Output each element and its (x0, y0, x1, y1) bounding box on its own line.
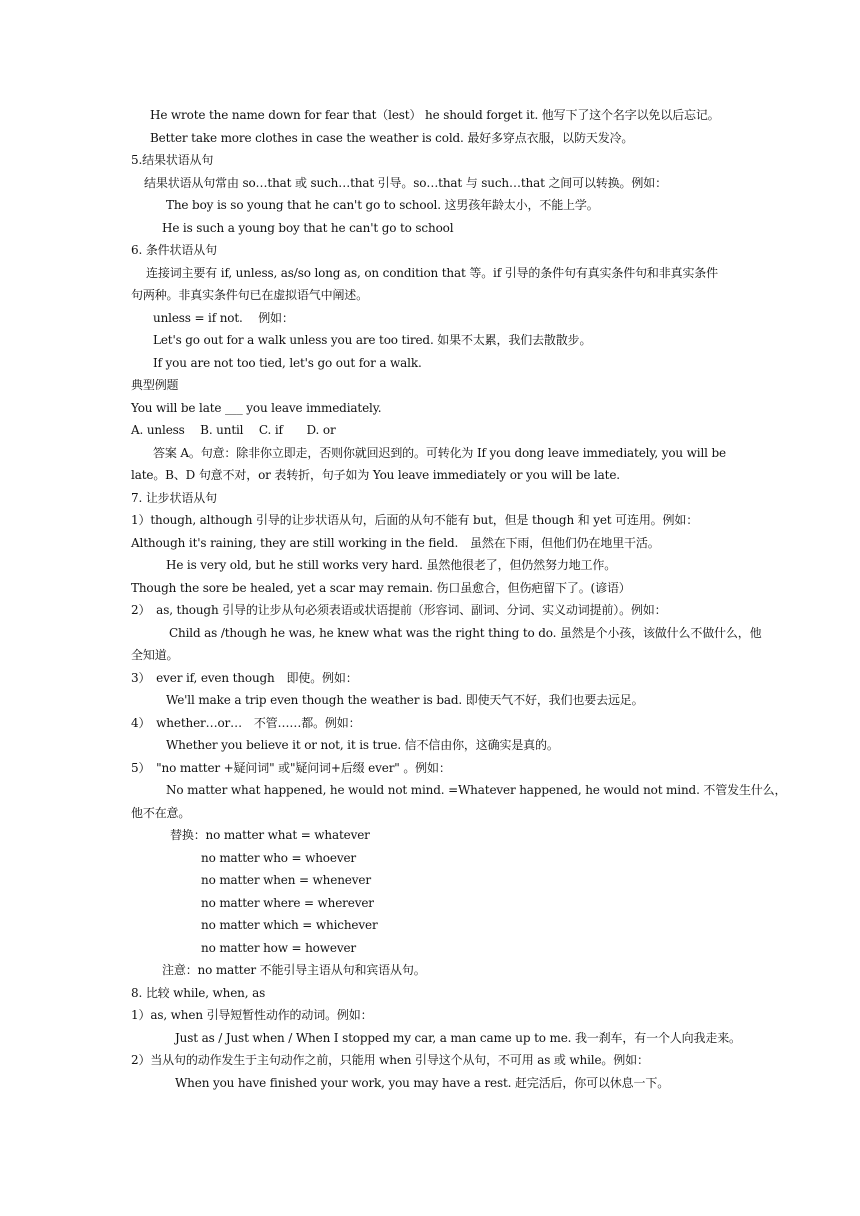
section-heading: 7. 让步状语从句 (131, 491, 217, 505)
text-line: 4） whether…or… 不管……都。例如： (131, 716, 361, 730)
text-line: unless = if not. 例如： (153, 311, 294, 325)
example-line: Let's go out for a walk unless you are too tired. 如果不太累，我们去散散步。 (153, 333, 592, 347)
example-line: Child as /though he was, he knew what was the right thing to do. 虽然是个小孩，该做什么不做什么，他 (169, 626, 762, 640)
question-line: You will be late ___ you leave immediately. (131, 401, 382, 415)
text-line: He wrote the name down for fear that（lest） he should forget it. 他写下了这个名字以免以后忘记。 (150, 108, 720, 122)
example-line: We'll make a trip even though the weather is bad. 即使天气不好，我们也要去远足。 (166, 693, 644, 707)
text-line: 句两种。非真实条件句已在虚拟语气中阐述。 (131, 288, 369, 302)
substitution-line: no matter when = whenever (201, 873, 371, 887)
example-line: The boy is so young that he can't go to school. 这男孩年龄太小，不能上学。 (166, 198, 599, 212)
example-line: Just as / Just when / When I stopped my car, a man came up to me. 我一刹车，有一个人向我走来。 (175, 1031, 741, 1045)
section-heading: 5.结果状语从句 (131, 153, 214, 167)
substitution-line: no matter who = whoever (201, 851, 356, 865)
text-line: 1）as, when 引导短暂性动作的动词。例如： (131, 1008, 373, 1022)
section-heading: 6. 条件状语从句 (131, 243, 217, 257)
note-line: 注意：no matter 不能引导主语从句和宾语从句。 (162, 963, 426, 977)
text-line: 5） "no matter +疑问词" 或"疑问词+后缀 ever" 。例如： (131, 761, 451, 775)
example-line: 他不在意。 (131, 806, 191, 820)
substitution-line: no matter which = whichever (201, 918, 378, 932)
example-line: When you have finished your work, you may have a rest. 赶完活后，你可以休息一下。 (175, 1076, 670, 1090)
text-line: Better take more clothes in case the weather is cold. 最好多穿点衣服，以防天发冷。 (150, 131, 634, 145)
substitution-line: no matter where = wherever (201, 896, 374, 910)
substitution-line: no matter how = however (201, 941, 356, 955)
question-options: A. unless B. until C. if D. or (131, 423, 336, 437)
text-line: 1）though, although 引导的让步状语从句，后面的从句不能有 but，但是 though 和 yet 可连用。例如： (131, 513, 699, 527)
text-line: 结果状语从句常由 so…that 或 such…that 引导。so…that 与 such…that 之间可以转换。例如： (144, 176, 667, 190)
answer-line: 答案 A。句意：除非你立即走，否则你就回迟到的。可转化为 If you dong leave immediately, you will be (153, 446, 726, 460)
example-line: If you are not too tied, let's go out for a walk. (153, 356, 422, 370)
example-line: Whether you believe it or not, it is true. 信不信由你，这确实是真的。 (166, 738, 559, 752)
substitution-line: 替换：no matter what = whatever (170, 828, 370, 842)
example-line: He is very old, but he still works very hard. 虽然他很老了，但仍然努力地工作。 (166, 558, 617, 572)
text-line: 2）当从句的动作发生于主句动作之前，只能用 when 引导这个从句，不可用 as 或 while。例如： (131, 1053, 649, 1067)
example-line: 全知道。 (131, 648, 179, 662)
section-heading: 8. 比较 while, when, as (131, 986, 266, 1000)
example-line: No matter what happened, he would not mind. =Whatever happened, he would not mind. 不管发生什么， (166, 783, 787, 797)
text-line: 3） ever if, even though 即使。例如： (131, 671, 358, 685)
example-line: Although it's raining, they are still working in the field. 虽然在下雨，但他们仍在地里干活。 (131, 536, 660, 550)
section-heading: 典型例题 (131, 378, 179, 392)
example-line: Though the sore be healed, yet a scar may remain. 伤口虽愈合，但伤疤留下了。(谚语） (131, 581, 631, 595)
text-line: 连接词主要有 if, unless, as/so long as, on condition that 等。if 引导的条件句有真实条件句和非真实条件 (146, 266, 718, 280)
answer-line: late。B、D 句意不对，or 表转折，句子如为 You leave immediately or you will be late. (131, 468, 620, 482)
example-line: He is such a young boy that he can't go to school (162, 221, 454, 235)
text-line: 2） as, though 引导的让步从句必须表语或状语提前（形容词、副词、分词、实义动词提前）。例如： (131, 603, 667, 617)
